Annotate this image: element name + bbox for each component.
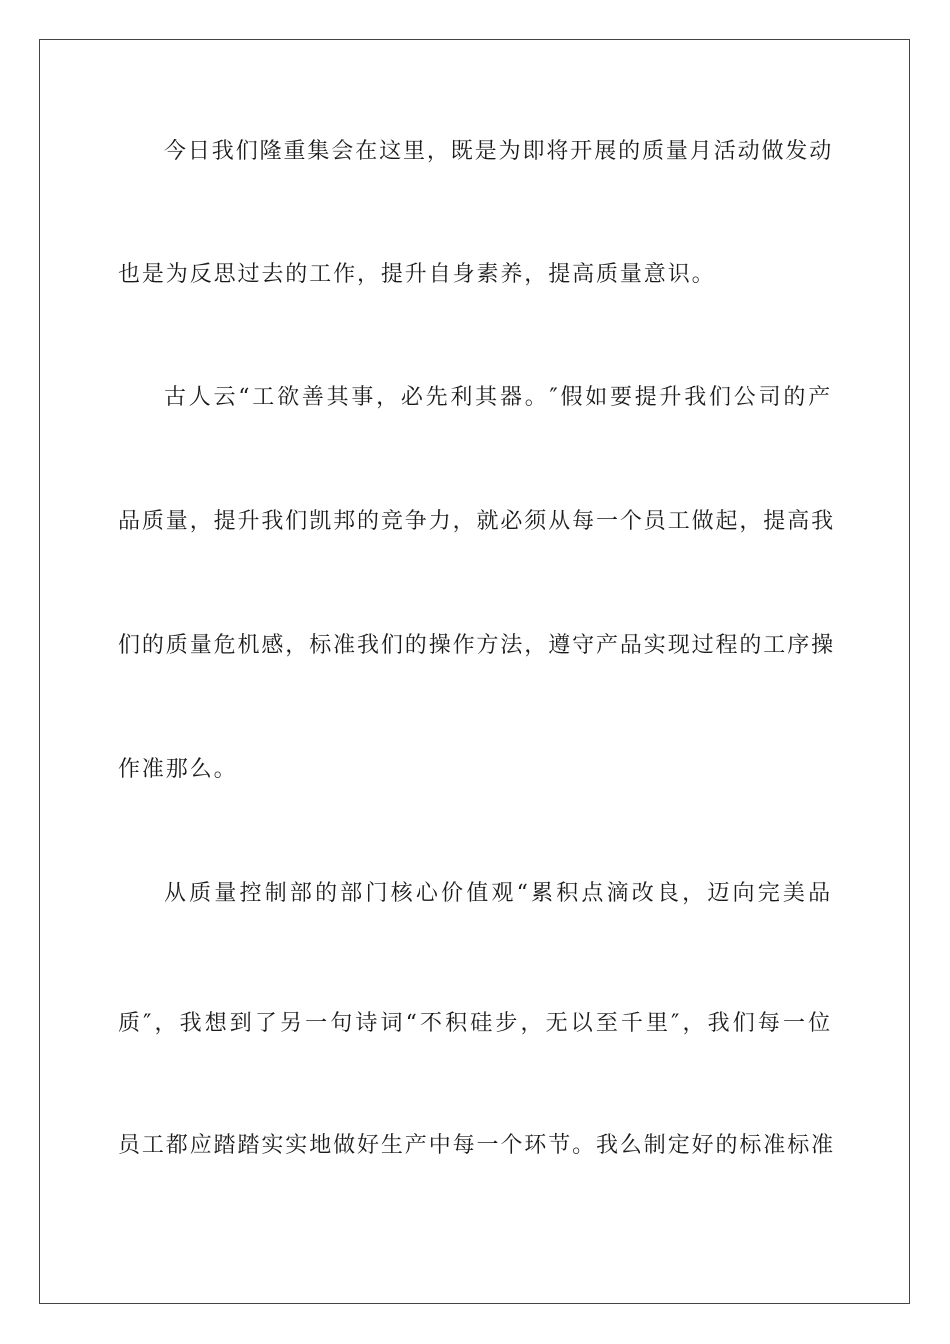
- paragraph-2-line-4: 作准那么。: [118, 757, 238, 782]
- paragraph-3-line-2: 质″，我想到了另一句诗词“不积硅步，无以至千里″，我们每一位: [118, 1011, 832, 1036]
- page-border: [39, 39, 910, 1304]
- paragraph-3-line-1: 从质量控制部的部门核心价值观“累积点滴改良，迈向完美品: [164, 881, 832, 906]
- paragraph-2-line-2: 品质量，提升我们凯邦的竞争力，就必须从每一个员工做起，提高我: [118, 509, 836, 534]
- paragraph-2-line-3: 们的质量危机感，标准我们的操作方法，遵守产品实现过程的工序操: [118, 633, 836, 658]
- paragraph-1-line-2: 也是为反思过去的工作，提升自身素养，提高质量意识。: [118, 262, 716, 287]
- paragraph-1-line-1: 今日我们隆重集会在这里，既是为即将开展的质量月活动做发动: [164, 139, 834, 164]
- paragraph-2-line-1: 古人云“工欲善其事，必先利其器。″假如要提升我们公司的产: [164, 385, 832, 410]
- paragraph-3-line-3: 员工都应踏踏实实地做好生产中每一个环节。我么制定好的标准标准: [118, 1133, 836, 1158]
